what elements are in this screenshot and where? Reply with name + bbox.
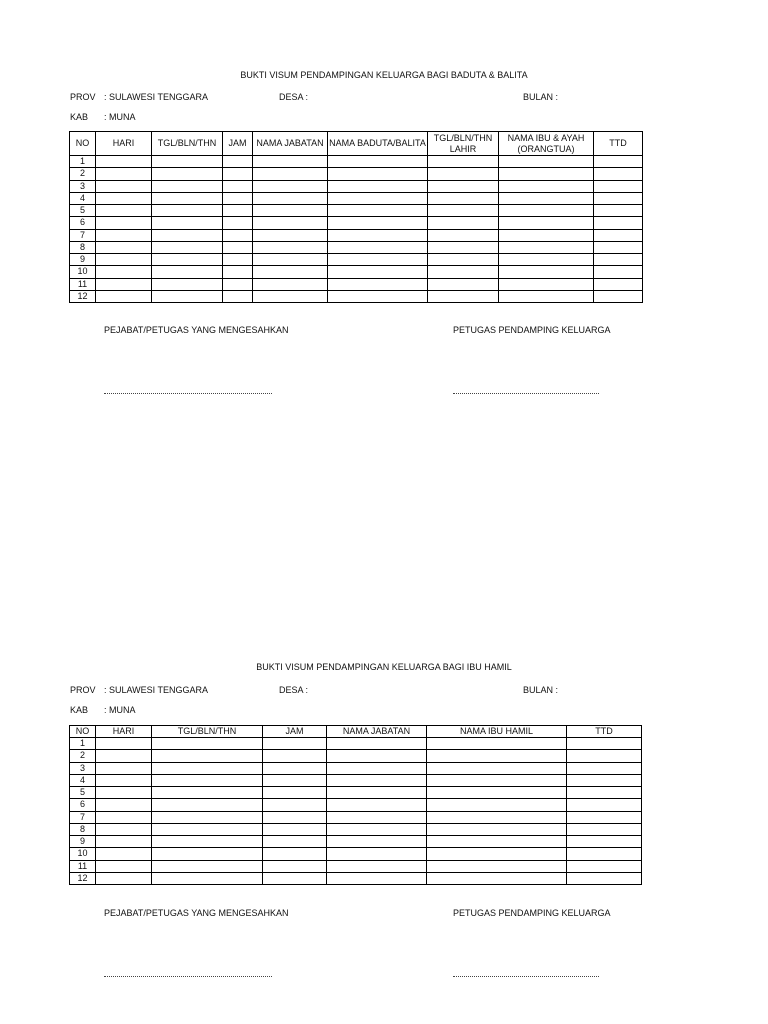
table-cell[interactable]: [96, 872, 152, 884]
table-cell[interactable]: [428, 229, 499, 241]
signer-left-title: PEJABAT/PETUGAS YANG MENGESAHKAN: [104, 908, 289, 918]
row-number: 10: [70, 266, 96, 278]
table-row: [70, 823, 642, 835]
table-cell[interactable]: [152, 278, 223, 290]
table-cell[interactable]: [253, 180, 328, 192]
table-cell[interactable]: [499, 192, 594, 204]
column-header: NAMA BADUTA/BALITA: [328, 132, 428, 156]
table-cell[interactable]: [328, 266, 428, 278]
column-header: TGL/BLN/THN: [152, 132, 223, 156]
signature-line-left[interactable]: [104, 386, 272, 396]
table-cell[interactable]: [427, 872, 567, 884]
table-cell[interactable]: [328, 241, 428, 253]
table-cell[interactable]: [427, 762, 567, 774]
table-cell[interactable]: [594, 254, 643, 266]
table-cell[interactable]: [223, 180, 253, 192]
visum-table: [69, 131, 643, 303]
visum-table: [69, 725, 642, 885]
table-cell[interactable]: [152, 241, 223, 253]
table-body: [70, 738, 642, 885]
row-number: 2: [70, 750, 96, 762]
table-cell[interactable]: [328, 168, 428, 180]
table-row: [70, 192, 643, 204]
table-cell[interactable]: [152, 180, 223, 192]
table-cell[interactable]: [96, 811, 152, 823]
table-cell[interactable]: [427, 848, 567, 860]
table-cell[interactable]: [594, 192, 643, 204]
table-cell[interactable]: [223, 266, 253, 278]
table-header-row: [70, 132, 643, 156]
table-cell[interactable]: [594, 290, 643, 302]
table-cell[interactable]: [96, 738, 152, 750]
table-cell[interactable]: [152, 229, 223, 241]
table-cell[interactable]: [427, 836, 567, 848]
table-cell[interactable]: [223, 290, 253, 302]
table-cell[interactable]: [263, 738, 327, 750]
table-cell[interactable]: [152, 168, 223, 180]
table-cell[interactable]: [96, 180, 152, 192]
table-cell[interactable]: [327, 738, 427, 750]
table-cell[interactable]: [567, 738, 642, 750]
table-cell[interactable]: [328, 180, 428, 192]
column-header: JAM: [263, 726, 327, 738]
table-row: [70, 872, 642, 884]
row-number: 6: [70, 799, 96, 811]
table-cell[interactable]: [263, 811, 327, 823]
column-header: NO: [70, 132, 96, 156]
row-number: 9: [70, 836, 96, 848]
table-cell[interactable]: [96, 848, 152, 860]
table-cell[interactable]: [152, 823, 263, 835]
table-row: [70, 266, 643, 278]
table-cell[interactable]: [327, 823, 427, 835]
table-row: [70, 738, 642, 750]
table-cell[interactable]: [428, 266, 499, 278]
table-row: [70, 762, 642, 774]
table-cell[interactable]: [152, 848, 263, 860]
signer-right-title: PETUGAS PENDAMPING KELUARGA: [453, 908, 611, 918]
column-header: TTD: [594, 132, 643, 156]
table-cell[interactable]: [327, 872, 427, 884]
table-cell[interactable]: [96, 762, 152, 774]
table-cell[interactable]: [152, 774, 263, 786]
table-cell[interactable]: [96, 787, 152, 799]
row-number: 5: [70, 205, 96, 217]
table-cell[interactable]: [263, 750, 327, 762]
table-cell[interactable]: [152, 811, 263, 823]
table-row: [70, 848, 642, 860]
table-cell[interactable]: [96, 229, 152, 241]
table-cell[interactable]: [428, 180, 499, 192]
table-cell[interactable]: [223, 217, 253, 229]
table-cell[interactable]: [328, 278, 428, 290]
table-cell[interactable]: [428, 278, 499, 290]
column-header: TGL/BLN/THN LAHIR: [428, 132, 499, 156]
table-row: [70, 787, 642, 799]
table-cell[interactable]: [427, 860, 567, 872]
row-number: 4: [70, 192, 96, 204]
table-row: [70, 811, 642, 823]
table-cell[interactable]: [327, 811, 427, 823]
table-cell[interactable]: [96, 254, 152, 266]
kab-label: KAB: [70, 112, 89, 122]
table-cell[interactable]: [152, 860, 263, 872]
table-cell[interactable]: [328, 217, 428, 229]
column-header: HARI: [96, 132, 152, 156]
table-cell[interactable]: [96, 156, 152, 168]
table-cell[interactable]: [223, 278, 253, 290]
table-row: [70, 217, 643, 229]
table-row: [70, 241, 643, 253]
table-cell[interactable]: [499, 254, 594, 266]
table-cell[interactable]: [428, 205, 499, 217]
table-cell[interactable]: [428, 217, 499, 229]
table-cell[interactable]: [594, 266, 643, 278]
table-cell[interactable]: [327, 836, 427, 848]
table-cell[interactable]: [499, 205, 594, 217]
table-cell[interactable]: [96, 860, 152, 872]
table-cell[interactable]: [152, 217, 223, 229]
row-number: 7: [70, 229, 96, 241]
table-cell[interactable]: [152, 872, 263, 884]
table-cell[interactable]: [253, 168, 328, 180]
row-number: 5: [70, 787, 96, 799]
table-row: [70, 254, 643, 266]
table-cell[interactable]: [253, 192, 328, 204]
table-cell[interactable]: [567, 811, 642, 823]
table-cell[interactable]: [499, 217, 594, 229]
signer-right-title: PETUGAS PENDAMPING KELUARGA: [453, 325, 611, 335]
table-cell[interactable]: [253, 278, 328, 290]
table-cell[interactable]: [427, 774, 567, 786]
table-cell[interactable]: [567, 750, 642, 762]
table-cell[interactable]: [96, 241, 152, 253]
table-cell[interactable]: [253, 290, 328, 302]
table-cell[interactable]: [223, 168, 253, 180]
kab-value: : MUNA: [104, 112, 136, 122]
table-cell[interactable]: [223, 205, 253, 217]
table-cell[interactable]: [152, 799, 263, 811]
table-cell[interactable]: [152, 192, 223, 204]
row-number: 7: [70, 811, 96, 823]
column-header: HARI: [96, 726, 152, 738]
table-cell[interactable]: [428, 168, 499, 180]
table-cell[interactable]: [499, 266, 594, 278]
row-number: 2: [70, 168, 96, 180]
table-cell[interactable]: [567, 860, 642, 872]
table-cell[interactable]: [263, 836, 327, 848]
table-cell[interactable]: [567, 762, 642, 774]
table-cell[interactable]: [427, 799, 567, 811]
prov-value: : SULAWESI TENGGARA: [104, 92, 209, 102]
column-header: NAMA IBU & AYAH (ORANGTUA): [499, 132, 594, 156]
table-cell[interactable]: [499, 290, 594, 302]
row-number: 11: [70, 860, 96, 872]
table-cell[interactable]: [428, 290, 499, 302]
row-number: 9: [70, 254, 96, 266]
desa-label: DESA :: [279, 685, 309, 695]
row-number: 3: [70, 762, 96, 774]
table-row: [70, 205, 643, 217]
table-cell[interactable]: [328, 192, 428, 204]
table-cell[interactable]: [152, 254, 223, 266]
kab-value: : MUNA: [104, 705, 136, 715]
column-header: NO: [70, 726, 96, 738]
table-cell[interactable]: [263, 762, 327, 774]
signer-left-title: PEJABAT/PETUGAS YANG MENGESAHKAN: [104, 325, 289, 335]
table-cell[interactable]: [594, 278, 643, 290]
table-row: [70, 168, 643, 180]
table-cell[interactable]: [327, 762, 427, 774]
table-cell[interactable]: [499, 278, 594, 290]
table-cell[interactable]: [152, 750, 263, 762]
table-cell[interactable]: [328, 229, 428, 241]
table-cell[interactable]: [567, 799, 642, 811]
table-cell[interactable]: [427, 787, 567, 799]
table-cell[interactable]: [253, 217, 328, 229]
table-cell[interactable]: [263, 787, 327, 799]
table-cell[interactable]: [594, 241, 643, 253]
table-cell[interactable]: [594, 156, 643, 168]
table-cell[interactable]: [594, 229, 643, 241]
table-cell[interactable]: [428, 241, 499, 253]
table-cell[interactable]: [499, 180, 594, 192]
table-cell[interactable]: [567, 872, 642, 884]
signature-line-right[interactable]: [453, 386, 599, 396]
table-cell[interactable]: [253, 241, 328, 253]
table-cell[interactable]: [328, 205, 428, 217]
table-cell[interactable]: [96, 192, 152, 204]
table-cell[interactable]: [263, 848, 327, 860]
table-cell[interactable]: [253, 266, 328, 278]
table-cell[interactable]: [96, 823, 152, 835]
table-cell[interactable]: [96, 774, 152, 786]
row-number: 6: [70, 217, 96, 229]
prov-value: : SULAWESI TENGGARA: [104, 685, 209, 695]
table-cell[interactable]: [263, 799, 327, 811]
table-cell[interactable]: [327, 750, 427, 762]
table-row: [70, 774, 642, 786]
table-cell[interactable]: [152, 205, 223, 217]
table-cell[interactable]: [253, 254, 328, 266]
table-cell[interactable]: [328, 156, 428, 168]
form-title: BUKTI VISUM PENDAMPINGAN KELUARGA BAGI IBU HAMIL: [256, 662, 512, 672]
table-cell[interactable]: [428, 254, 499, 266]
table-cell[interactable]: [152, 156, 223, 168]
table-cell[interactable]: [96, 836, 152, 848]
prov-label: PROV: [70, 685, 96, 695]
table-cell[interactable]: [223, 241, 253, 253]
table-cell[interactable]: [427, 738, 567, 750]
table-cell[interactable]: [327, 860, 427, 872]
form-title: BUKTI VISUM PENDAMPINGAN KELUARGA BAGI BADUTA & BALITA: [240, 70, 528, 80]
table-cell[interactable]: [253, 156, 328, 168]
table-cell[interactable]: [96, 168, 152, 180]
table-cell[interactable]: [499, 241, 594, 253]
row-number: 4: [70, 774, 96, 786]
table-cell[interactable]: [594, 217, 643, 229]
column-header: JAM: [223, 132, 253, 156]
table-body: [70, 156, 643, 303]
row-number: 1: [70, 156, 96, 168]
table-cell[interactable]: [327, 787, 427, 799]
table-cell[interactable]: [428, 192, 499, 204]
kab-label: KAB: [70, 705, 89, 715]
table-cell[interactable]: [327, 799, 427, 811]
table-cell[interactable]: [223, 192, 253, 204]
table-cell[interactable]: [427, 750, 567, 762]
table-cell[interactable]: [499, 156, 594, 168]
column-header: NAMA JABATAN: [253, 132, 328, 156]
table-cell[interactable]: [96, 799, 152, 811]
column-header: TTD: [567, 726, 642, 738]
table-cell[interactable]: [253, 229, 328, 241]
table-cell[interactable]: [152, 787, 263, 799]
row-number: 1: [70, 738, 96, 750]
table-cell[interactable]: [567, 848, 642, 860]
table-row: [70, 229, 643, 241]
table-cell[interactable]: [328, 290, 428, 302]
table-cell[interactable]: [567, 774, 642, 786]
column-header: NAMA IBU HAMIL: [427, 726, 567, 738]
table-cell[interactable]: [428, 156, 499, 168]
table-cell[interactable]: [96, 205, 152, 217]
table-cell[interactable]: [96, 750, 152, 762]
table-cell[interactable]: [499, 229, 594, 241]
row-number: 10: [70, 848, 96, 860]
table-cell[interactable]: [152, 290, 223, 302]
bulan-label: BULAN :: [523, 92, 559, 102]
table-cell[interactable]: [96, 290, 152, 302]
table-cell[interactable]: [223, 156, 253, 168]
table-cell[interactable]: [567, 823, 642, 835]
row-number: 12: [70, 290, 96, 302]
table-cell[interactable]: [152, 762, 263, 774]
table-cell[interactable]: [96, 278, 152, 290]
table-row: [70, 156, 643, 168]
table-cell[interactable]: [223, 229, 253, 241]
column-header: NAMA JABATAN: [327, 726, 427, 738]
table-cell[interactable]: [567, 787, 642, 799]
row-number: 11: [70, 278, 96, 290]
table-cell[interactable]: [427, 811, 567, 823]
signature-line-left[interactable]: [104, 969, 272, 979]
row-number: 8: [70, 823, 96, 835]
table-cell[interactable]: [263, 774, 327, 786]
row-number: 8: [70, 241, 96, 253]
prov-label: PROV: [70, 92, 96, 102]
table-row: [70, 290, 643, 302]
table-cell[interactable]: [96, 217, 152, 229]
table-cell[interactable]: [223, 254, 253, 266]
table-cell[interactable]: [327, 774, 427, 786]
column-header: TGL/BLN/THN: [152, 726, 263, 738]
table-cell[interactable]: [152, 738, 263, 750]
desa-label: DESA :: [279, 92, 309, 102]
table-row: [70, 860, 642, 872]
table-cell[interactable]: [253, 205, 328, 217]
table-cell[interactable]: [263, 860, 327, 872]
table-row: [70, 180, 643, 192]
bulan-label: BULAN :: [523, 685, 559, 695]
table-cell[interactable]: [594, 168, 643, 180]
table-row: [70, 836, 642, 848]
table-cell[interactable]: [328, 254, 428, 266]
table-cell[interactable]: [96, 266, 152, 278]
table-cell[interactable]: [152, 836, 263, 848]
table-row: [70, 278, 643, 290]
table-cell[interactable]: [427, 823, 567, 835]
table-cell[interactable]: [152, 266, 223, 278]
table-cell[interactable]: [263, 872, 327, 884]
table-cell[interactable]: [263, 823, 327, 835]
table-cell[interactable]: [499, 168, 594, 180]
row-number: 3: [70, 180, 96, 192]
row-number: 12: [70, 872, 96, 884]
table-cell[interactable]: [594, 205, 643, 217]
table-cell[interactable]: [594, 180, 643, 192]
table-row: [70, 750, 642, 762]
table-cell[interactable]: [327, 848, 427, 860]
table-header-row: [70, 726, 642, 738]
table-cell[interactable]: [567, 836, 642, 848]
table-row: [70, 799, 642, 811]
signature-line-right[interactable]: [453, 969, 599, 979]
